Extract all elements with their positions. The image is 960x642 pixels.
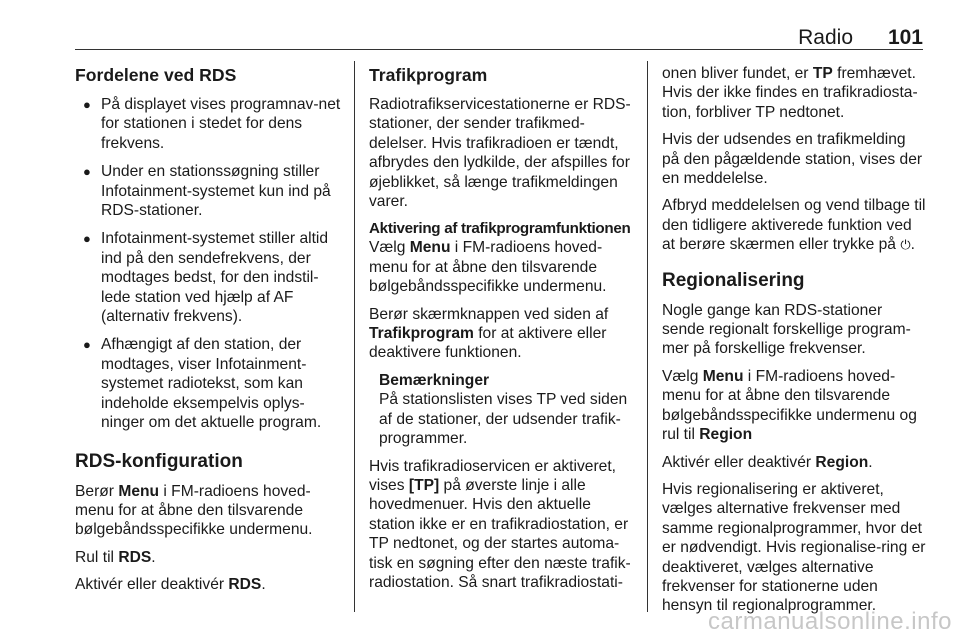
heading-regionalization: Regionalisering <box>662 269 805 291</box>
column-3 <box>662 64 926 624</box>
power-icon: ⏻ <box>900 238 911 254</box>
paragraph <box>369 457 633 593</box>
text: i FM-radioens hoved-menu for at åbne den tilsvarende bølgebåndsspecifikke undermenu og rul til <box>662 367 917 444</box>
text: onen bliver fundet, er <box>662 65 813 82</box>
page-header <box>75 26 923 48</box>
text: . <box>868 453 873 471</box>
list-item: ● På displayet vises programnav-net for stationen i stedet for dens frekvens. <box>75 95 341 153</box>
paragraph <box>75 548 341 567</box>
text: . <box>261 576 266 594</box>
text: for at aktivere eller deaktivere funktionen. <box>369 325 607 362</box>
subheading-activation: Aktivering af trafikprogramfunktionen <box>369 220 631 238</box>
text: i FM-radioens hoved-menu for at åbne den tilsvarende bølgebåndsspecifikke undermenu. <box>369 239 607 296</box>
column-divider <box>354 61 355 612</box>
note-text: På stationslisten vises TP ved siden af de stationer, der udsender trafik-programmer. <box>379 391 628 448</box>
tp-term: [TP] <box>408 476 440 494</box>
note-heading: Bemærkninger <box>379 371 490 389</box>
paragraph: Nogle gange kan RDS-stationer sende regionalt forskellige program-mer på forskellige frekvenser. <box>662 301 911 358</box>
watermark: carmanualsonline.info <box>708 608 952 635</box>
menu-term: Menu <box>702 367 744 385</box>
traffic-program-term: Trafikprogram <box>369 325 474 343</box>
rds-term: RDS <box>118 548 152 566</box>
text: Hvis trafikradioservicen er aktiveret, vises <box>369 457 616 494</box>
paragraph <box>75 482 341 540</box>
paragraph <box>75 575 341 594</box>
heading-traffic-program: Trafikprogram <box>369 65 488 85</box>
paragraph: Radiotrafikservicestationerne er RDS-stationer, der sender trafikmed-delelser. Hvis trafikradioen er tændt, afbrydes den lydkilde, der afspilles for øjeblikket, så længe trafikmeldingen varer. <box>369 96 631 211</box>
text: . <box>151 548 156 566</box>
text: Vælg <box>662 367 703 385</box>
text: Aktivér eller deaktivér <box>662 453 816 471</box>
rds-advantages-list <box>75 95 341 433</box>
menu-term: Menu <box>409 239 451 257</box>
list-item: ● Under en stationssøgning stiller Infotainment-systemet kun ind på RDS-stationer. <box>75 162 341 220</box>
page-number: 101 <box>887 26 923 49</box>
paragraph: Hvis regionalisering er aktiveret, vælges alternative frekvenser med samme regionalprogrammer, hvor det er nødvendigt. Hvis regionalise-ring er deaktiveret, vælges alternative frekvenser for stationerne uden hensyn til regionalprogrammer. <box>662 480 926 615</box>
text: Afbryd meddelelsen og vend tilbage til den tidligere aktiverede funktion ved at berøre skærmen eller trykke på <box>662 197 926 254</box>
text: i FM-radioens hoved-menu for at åbne den tilsvarende bølgebåndsspecifikke undermenu. <box>75 482 313 539</box>
text: Aktivér eller deaktivér <box>75 576 229 594</box>
list-item: ● Infotainment-systemet stiller altid ind på den sendefrekvens, der modtages bedst, for den indstil-lede station ved hjælp af AF (alternativ frekvens). <box>75 229 341 326</box>
region-term: Region <box>699 426 753 444</box>
paragraph <box>369 238 633 296</box>
tp-term: TP <box>812 65 833 82</box>
text: Berør <box>75 482 119 500</box>
text: på øverste linje i alle hovedmenuer. Hvis den aktuelle station ikke er en trafikradiostation, er TP nedtonet, og der startes automa-tisk en søgning efter den næste trafik-radiostation. Så snart trafikradiostati- <box>369 476 631 591</box>
text: Berør skærmknappen ved siden af <box>369 305 609 323</box>
column-divider <box>647 61 648 612</box>
paragraph <box>369 305 633 363</box>
text: Rul til <box>75 548 119 566</box>
column-2 <box>369 64 633 600</box>
paragraph <box>662 64 926 122</box>
list-item: ● Afhængigt af den station, der modtages, viser Infotainment-systemet radiotekst, som kan indeholde eksempelvis oplys-ninger om det aktuelle program. <box>75 335 341 432</box>
region-term: Region <box>815 453 869 471</box>
paragraph <box>662 453 926 472</box>
text: fremhævet. Hvis der ikke findes en trafikradiosta-tion, forbliver TP nedtonet. <box>662 65 918 121</box>
rds-term: RDS <box>228 576 262 594</box>
paragraph <box>662 196 926 255</box>
menu-term: Menu <box>118 482 160 500</box>
paragraph: Hvis der udsendes en trafikmelding på den pågældende station, vises der en meddelelse. <box>662 131 923 188</box>
column-1 <box>75 64 341 603</box>
header-rule <box>75 49 923 50</box>
heading-rds-configuration: RDS-konfiguration <box>75 450 243 472</box>
paragraph <box>662 367 926 445</box>
note-box <box>369 371 633 449</box>
text: . <box>910 236 915 254</box>
text: Vælg <box>369 239 410 257</box>
section-title: Radio <box>798 26 853 49</box>
heading-rds-advantages: Fordelene ved RDS <box>75 65 237 85</box>
